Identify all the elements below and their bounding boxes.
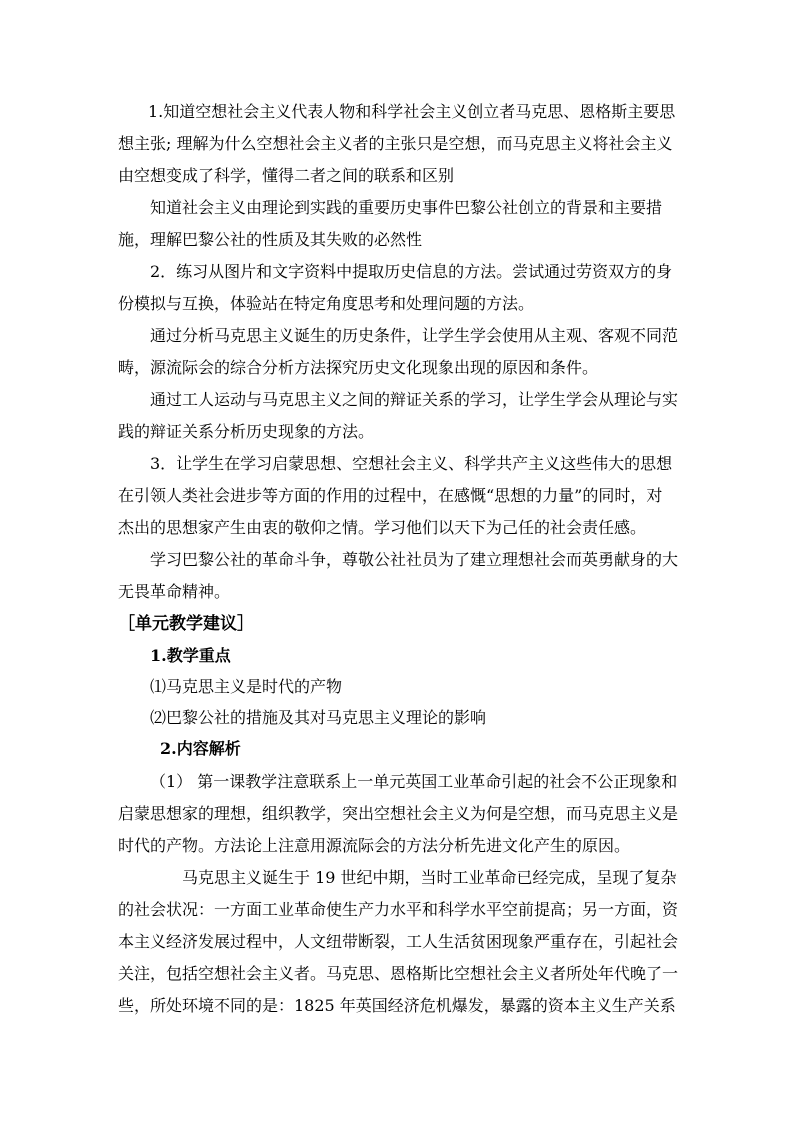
objective-line: 在引领人类社会进步等方面的作用的过程中，在感慨“思想的力量”的同时，对 [118,486,663,505]
focus-item: ⑴马克思主义是时代的产物 [150,677,343,696]
objective-line: 2．练习从图片和文字资料中提取历史信息的方法。尝试通过劳资双方的身 [150,262,673,281]
objective-line: 学习巴黎公社的革命斗争，尊敬公社社员为了建立理想社会而英勇献身的大 [150,550,679,569]
objective-line: 通过工人运动与马克思主义之间的辩证关系的学习，让学生学会从理论与实 [150,390,679,409]
objective-line: 无畏革命精神。 [118,582,231,601]
analysis-line: （1） 第一课教学注意联系上一单元英国工业革命引起的社会不公正现象和 [150,772,678,791]
analysis-line: 关注，包括空想社会主义者。马克思、恩格斯比空想社会主义者所处年代晚了一 [118,964,679,983]
objective-line: 践的辩证关系分析历史现象的方法。 [118,422,375,441]
objective-line: 知道社会主义由理论到实践的重要历史事件巴黎公社创立的背景和主要措 [150,198,663,217]
objective-line: 份模拟与互换，体验站在特定角度思考和处理问题的方法。 [118,294,535,313]
focus-item: ⑵巴黎公社的措施及其对马克思主义理论的影响 [150,708,487,727]
focus-heading: 1.教学重点 [150,646,231,665]
objective-line: 3．让学生在学习启蒙思想、空想社会主义、科学共产主义这些伟大的思想 [150,454,673,473]
section-heading: ［单元教学建议］ [118,614,254,634]
objective-line: 施，理解巴黎公社的性质及其失败的必然性 [118,230,423,249]
objective-line: 通过分析马克思主义诞生的历史条件，让学生学会使用从主观、客观不同范 [150,326,679,345]
objective-line: 杰出的思想家产生由衷的敬仰之情。学习他们以天下为己任的社会责任感。 [118,518,647,537]
analysis-line: 的社会状况：一方面工业革命使生产力水平和科学水平空前提高；另一方面，资 [118,900,679,919]
analysis-line: 启蒙思想家的理想，组织教学，突出空想社会主义为何是空想，而马克思主义是 [118,804,679,823]
analysis-line: 马克思主义诞生于 19 世纪中期，当时工业革命已经完成，呈现了复杂 [182,868,677,887]
objective-line: 想主张; 理解为什么空想社会主义者的主张只是空想，而马克思主义将社会主义 [118,134,673,153]
analysis-line: 本主义经济发展过程中，人文纽带断裂，工人生活贫困现象严重存在，引起社会 [118,932,679,951]
analysis-line: 时代的产物。方法论上注意用源流际会的方法分析先进文化产生的原因。 [118,836,631,855]
objective-line: 畴，源流际会的综合分析方法探究历史文化现象出现的原因和条件。 [118,358,599,377]
analysis-line: 些，所处环境不同的是：1825 年英国经济危机爆发，暴露的资本主义生产关系 [118,996,676,1015]
analysis-heading: 2.内容解析 [160,739,241,758]
objective-line: 由空想变成了科学，懂得二者之间的联系和区别 [118,166,455,185]
objective-line: 1.知道空想社会主义代表人物和科学社会主义创立者马克思、恩格斯主要思 [148,102,676,121]
